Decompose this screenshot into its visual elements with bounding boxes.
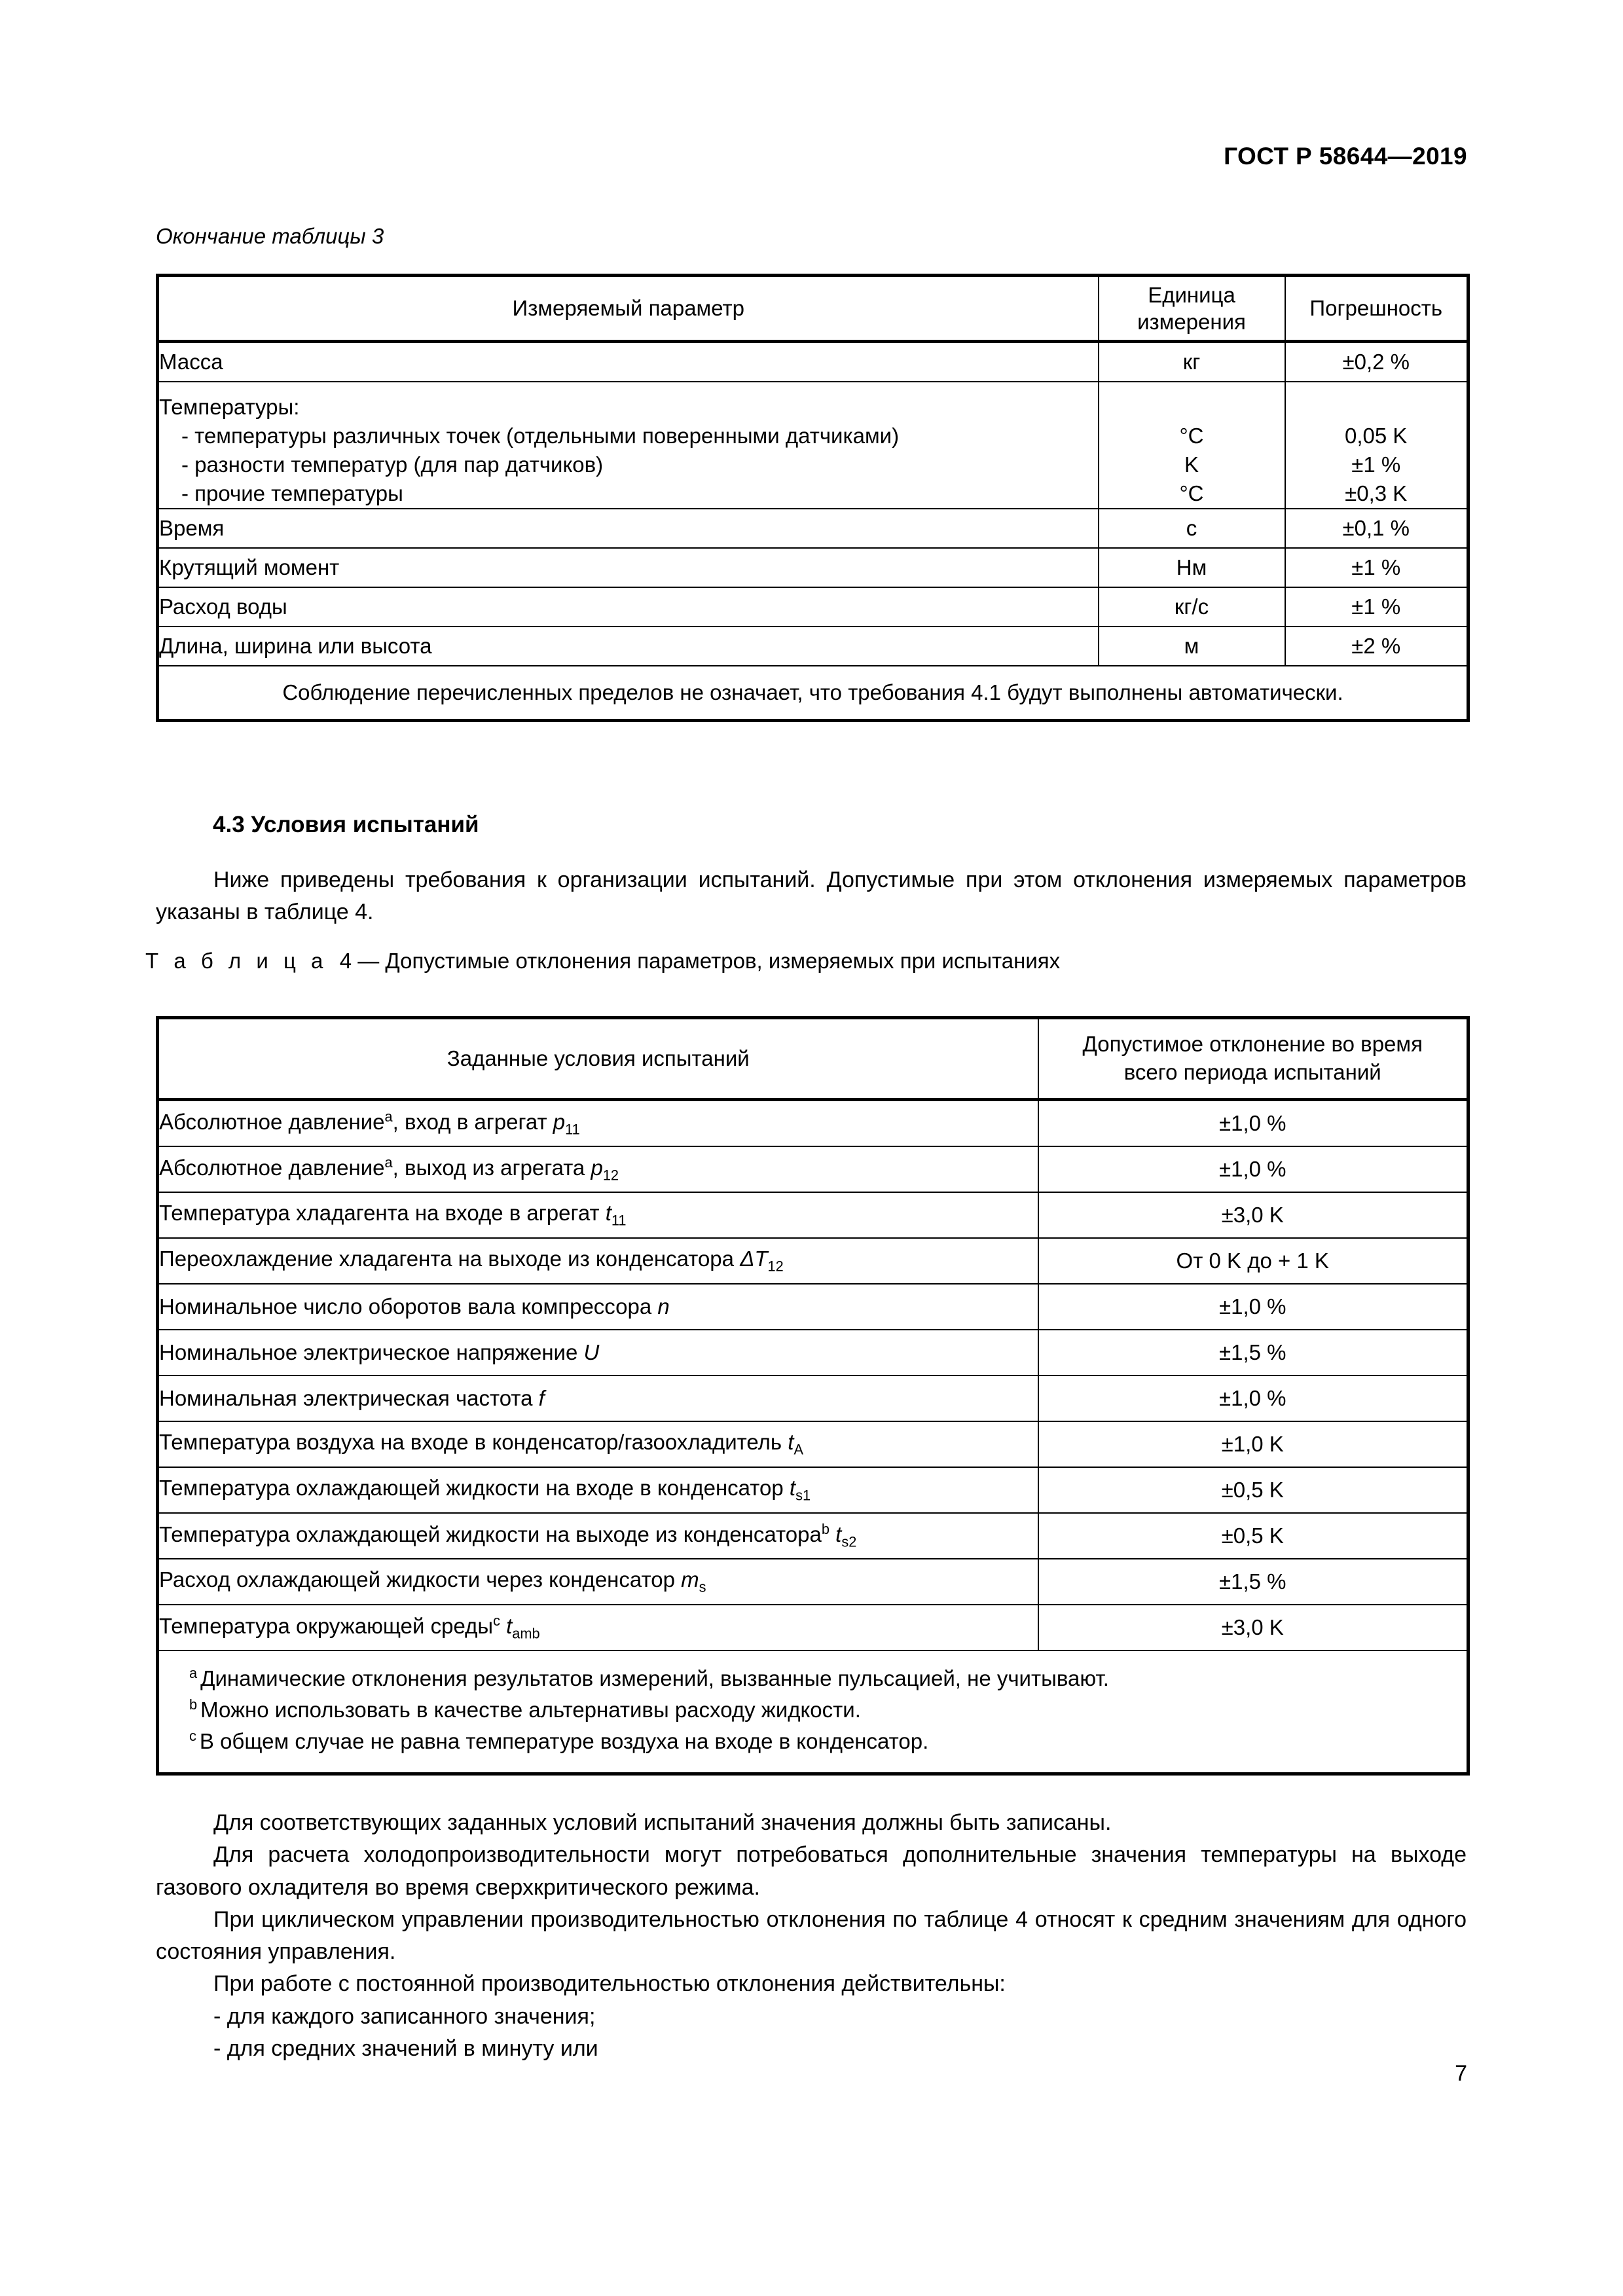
- table4-r10-condition: [158, 1559, 1038, 1605]
- table4-r6-condition: [158, 1376, 1038, 1421]
- table3-r0-unit: кг: [1099, 342, 1285, 382]
- table3-r0-error: ±0,2 %: [1285, 342, 1468, 382]
- table4-r9-pre: Температура охлаждающей жидкости на выходе из конденсатора: [159, 1522, 822, 1547]
- table4-r2-sub: 11: [611, 1212, 627, 1229]
- table3-col-unit-line2: измерения: [1137, 310, 1246, 334]
- closing-bullet-2: - для средних значений в минуту или: [213, 2036, 598, 2062]
- table4-r8-pre: Температура охлаждающей жидкости на входе в конденсатор: [159, 1476, 790, 1501]
- table-3-measurement-accuracy: [156, 274, 1470, 722]
- table-row: [158, 382, 1468, 509]
- table4-r1-pre: Абсолютное давление: [159, 1156, 385, 1180]
- table-row: [158, 1376, 1468, 1421]
- table3-r3-unit: Нм: [1099, 548, 1285, 587]
- table3-r1-title: Температуры:: [159, 395, 300, 419]
- table4-r3-sub: 12: [767, 1258, 784, 1275]
- table4-footnote-c: [189, 1726, 1453, 1757]
- table4-r11-tolerance: ±3,0 K: [1038, 1605, 1468, 1650]
- table3-r2-error: ±0,1 %: [1285, 509, 1468, 548]
- table-row: [158, 1238, 1468, 1284]
- table3-r1-errors: [1285, 382, 1468, 509]
- table-row-note: [158, 666, 1468, 721]
- table3-r1-sub-1: - разности температур (для пар датчиков): [181, 452, 604, 477]
- table4-r6-pre: Номинальная электрическая частота: [159, 1386, 539, 1410]
- table4-col-tolerance-line1: Допустимое отклонение во время: [1082, 1032, 1423, 1057]
- table4-footnote-a: [189, 1663, 1453, 1694]
- table4-r11-sup: c: [493, 1613, 500, 1630]
- table3-r1-error-2: ±0,3 K: [1345, 481, 1408, 505]
- closing-p4: При работе с постоянной производительностью отклонения действительны:: [213, 1971, 1006, 1997]
- table3-r1-unit-0: °C: [1179, 423, 1204, 448]
- table3-note: Соблюдение перечисленных пределов не означает, что требования 4.1 будут выполнены автоматически.: [158, 666, 1468, 721]
- table4-r3-pre: Переохлаждение хладагента на выходе из конденсатора: [159, 1247, 740, 1271]
- table3-r5-error: ±2 %: [1285, 627, 1468, 666]
- table4-r2-condition: [158, 1192, 1038, 1238]
- table-row: [158, 342, 1468, 382]
- table3-col-parameter: Измеряемый параметр: [158, 276, 1099, 342]
- table4-r5-condition: [158, 1330, 1038, 1376]
- table4-caption-word: Т а б л и ц а: [145, 949, 328, 973]
- table4-footnote-a-mark: a: [189, 1665, 198, 1681]
- closing-p1: Для соответствующих заданных условий испытаний значения должны быть записаны.: [213, 1810, 1112, 1835]
- table4-r1-tolerance: ±1,0 %: [1038, 1146, 1468, 1192]
- table4-r9-sup: b: [821, 1521, 830, 1538]
- table4-r0-sub: 11: [565, 1121, 580, 1138]
- table4-r0-tolerance: ±1,0 %: [1038, 1100, 1468, 1147]
- table4-r3-symbol: ΔT: [740, 1247, 768, 1271]
- table4-r9-mid: [830, 1522, 835, 1546]
- table-row: [158, 587, 1468, 627]
- table4-r1-sup: a: [384, 1154, 393, 1171]
- table4-footnote-c-mark: c: [189, 1728, 196, 1745]
- table4-r1-condition: [158, 1146, 1038, 1192]
- table-4-allowed-deviations: [156, 1016, 1470, 1776]
- table4-footnote-b-text: Можно использовать в качестве альтернативы расходу жидкости.: [200, 1698, 861, 1722]
- section-intro-paragraph: Ниже приведены требования к организации испытаний. Допустимые при этом отклонения измеряемых параметров указаны в таблице 4.: [156, 867, 1467, 925]
- table3-r1-sub-0: - температуры различных точек (отдельными поверенными датчиками): [181, 423, 900, 448]
- closing-p2: Для расчета холодопроизводительности могут потребоваться дополнительные значения температуры на выходе газового охладителя во время сверхкритического режима.: [156, 1842, 1467, 1900]
- table-row: [158, 1330, 1468, 1376]
- table4-footnote-c-text: В общем случае не равна температуре воздуха на входе в конденсатор.: [199, 1729, 929, 1754]
- table3-r4-error: ±1 %: [1285, 587, 1468, 627]
- table3-r5-parameter: Длина, ширина или высота: [158, 627, 1099, 666]
- table4-r0-symbol: p: [553, 1110, 566, 1135]
- table-row-header: [158, 1018, 1468, 1100]
- table4-r8-sub: s1: [795, 1487, 811, 1504]
- table4-r11-pre: Температура окружающей среды: [159, 1614, 494, 1639]
- table-row: [158, 627, 1468, 666]
- table3-r4-parameter: Расход воды: [158, 587, 1099, 627]
- table4-r11-sub: amb: [512, 1625, 540, 1642]
- table4-footnote-b-mark: b: [189, 1696, 198, 1713]
- table3-col-error: Погрешность: [1285, 276, 1468, 342]
- table4-r0-mid: , вход в агрегат: [392, 1110, 553, 1135]
- table4-caption-rest: 4 — Допустимые отклонения параметров, измеряемых при испытаниях: [339, 949, 1061, 973]
- table4-r7-tolerance: ±1,0 K: [1038, 1421, 1468, 1467]
- table4-r1-mid: , выход из агрегата: [392, 1156, 591, 1180]
- table4-col-conditions: Заданные условия испытаний: [158, 1018, 1038, 1100]
- table-row: [158, 1146, 1468, 1192]
- table4-r10-symbol: m: [681, 1567, 699, 1592]
- table4-r0-condition: [158, 1100, 1038, 1147]
- table4-r3-condition: [158, 1238, 1038, 1284]
- table-row: [158, 1100, 1468, 1147]
- table4-r5-tolerance: ±1,5 %: [1038, 1330, 1468, 1376]
- table3-r2-unit: с: [1099, 509, 1285, 548]
- table4-r7-pre: Температура воздуха на входе в конденсатор/газоохладитель: [159, 1430, 788, 1455]
- section-heading-4-3: 4.3 Условия испытаний: [213, 812, 479, 837]
- table4-footnote-b: [189, 1694, 1453, 1726]
- table4-r2-pre: Температура хладагента на входе в агрегат: [159, 1201, 606, 1226]
- table4-r2-tolerance: ±3,0 K: [1038, 1192, 1468, 1238]
- table4-col-tolerance: [1038, 1018, 1468, 1100]
- table4-r8-symbol: t: [789, 1476, 796, 1501]
- table4-r8-condition: [158, 1467, 1038, 1513]
- table4-r4-condition: [158, 1284, 1038, 1330]
- table4-r0-sup: a: [384, 1108, 393, 1125]
- table3-r4-unit: кг/с: [1099, 587, 1285, 627]
- table4-r3-tolerance: От 0 K до + 1 K: [1038, 1238, 1468, 1284]
- table3-col-unit-line1: Единица: [1148, 282, 1235, 307]
- table-row: [158, 1421, 1468, 1467]
- closing-bullet-1: - для каждого записанного значения;: [213, 2003, 596, 2029]
- table4-caption: [145, 949, 1060, 974]
- page-number: 7: [1455, 2061, 1467, 2086]
- table3-caption: Окончание таблицы 3: [156, 224, 384, 248]
- table3-r3-error: ±1 %: [1285, 548, 1468, 587]
- table4-r5-pre: Номинальное электрическое напряжение: [159, 1340, 584, 1364]
- table-row: [158, 1467, 1468, 1513]
- table-row-footnotes: [158, 1650, 1468, 1774]
- table4-r4-tolerance: ±1,0 %: [1038, 1284, 1468, 1330]
- table4-r1-sub: 12: [602, 1167, 619, 1184]
- running-header-standard-number: ГОСТ Р 58644—2019: [1224, 143, 1467, 170]
- table-row: [158, 509, 1468, 548]
- table4-r8-tolerance: ±0,5 K: [1038, 1467, 1468, 1513]
- table4-r9-tolerance: ±0,5 K: [1038, 1513, 1468, 1559]
- table4-r11-symbol: t: [506, 1614, 513, 1639]
- table3-r1-units: [1099, 382, 1285, 509]
- table4-r7-condition: [158, 1421, 1038, 1467]
- table-row: [158, 548, 1468, 587]
- table4-footnote-a-text: Динамические отклонения результатов измерений, вызванные пульсацией, не учитывают.: [200, 1666, 1109, 1690]
- table3-r1-unit-1: K: [1184, 452, 1199, 477]
- table3-r1-error-0: 0,05 K: [1345, 423, 1408, 448]
- table-row-header: [158, 276, 1468, 342]
- table4-col-tolerance-line2: всего периода испытаний: [1123, 1060, 1381, 1084]
- table3-col-unit: [1099, 276, 1285, 342]
- table4-r9-sub: s2: [841, 1533, 857, 1550]
- table-row: [158, 1284, 1468, 1330]
- table3-r2-parameter: Время: [158, 509, 1099, 548]
- table4-r0-pre: Абсолютное давление: [159, 1110, 385, 1135]
- table4-r6-tolerance: ±1,0 %: [1038, 1376, 1468, 1421]
- table4-r10-sub: s: [699, 1578, 706, 1595]
- table-row: [158, 1559, 1468, 1605]
- table4-r9-condition: [158, 1513, 1038, 1559]
- table4-r4-pre: Номинальное число оборотов вала компрессора: [159, 1294, 658, 1319]
- table3-r1-error-1: ±1 %: [1351, 452, 1401, 477]
- table4-r5-symbol: U: [583, 1340, 600, 1364]
- table-row: [158, 1605, 1468, 1650]
- table4-r1-symbol: p: [591, 1156, 603, 1180]
- table4-footnotes: [158, 1650, 1468, 1774]
- table4-r2-symbol: t: [605, 1201, 611, 1226]
- table-row: [158, 1192, 1468, 1238]
- table3-r5-unit: м: [1099, 627, 1285, 666]
- table3-r1-unit-2: °C: [1179, 481, 1204, 505]
- closing-paragraphs: [156, 1807, 1467, 2065]
- table3-r0-parameter: Масса: [158, 342, 1099, 382]
- table4-r10-tolerance: ±1,5 %: [1038, 1559, 1468, 1605]
- table3-r1-parameter: [158, 382, 1099, 509]
- closing-p3: При циклическом управлении производительностью отклонения по таблице 4 относят к средним значениям для одного состояния управления.: [156, 1906, 1467, 1965]
- table-row: [158, 1513, 1468, 1559]
- table4-r10-pre: Расход охлаждающей жидкости через конденсатор: [159, 1567, 682, 1592]
- table3-r1-sub-2: - прочие температуры: [181, 481, 403, 505]
- table3-r3-parameter: Крутящий момент: [158, 548, 1099, 587]
- table4-r4-symbol: n: [657, 1294, 670, 1319]
- table4-r7-symbol: t: [788, 1430, 794, 1455]
- table4-r7-sub: A: [793, 1441, 803, 1458]
- table4-r11-mid: [500, 1614, 506, 1638]
- table4-r9-symbol: t: [835, 1522, 842, 1547]
- table4-r6-symbol: f: [538, 1386, 545, 1410]
- table4-r11-condition: [158, 1605, 1038, 1650]
